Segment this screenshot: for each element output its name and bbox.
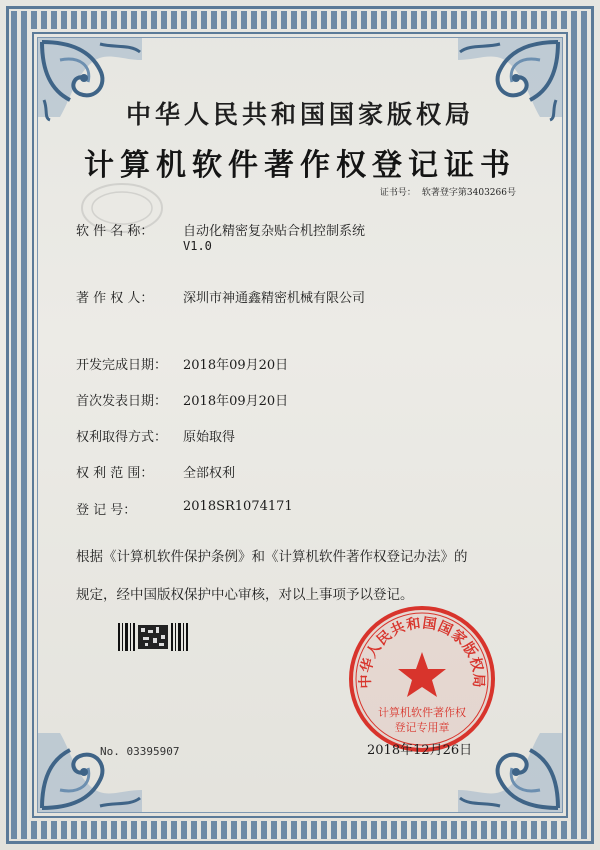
serial-number: No. 03395907 bbox=[100, 745, 180, 758]
field-label: 权利取得方式： bbox=[76, 430, 168, 445]
field-completion-date bbox=[76, 354, 289, 373]
field-value: 全部权利 bbox=[183, 466, 236, 481]
field-value: 2018年09月20日 bbox=[183, 358, 289, 373]
field-version: V1.0 bbox=[183, 239, 212, 253]
certificate-title: 计算机软件著作权登记证书 bbox=[84, 148, 516, 183]
field-registration-number bbox=[76, 499, 293, 518]
field-value: 2018SR1074171 bbox=[183, 499, 293, 514]
field-rights-scope bbox=[76, 462, 236, 481]
barcode-icon bbox=[118, 623, 190, 651]
statement-line-1: 根据《计算机软件保护条例》和《计算机软件著作权登记办法》的 bbox=[76, 549, 468, 565]
field-label: 软 件 名 称： bbox=[76, 224, 154, 239]
field-publication-date bbox=[76, 390, 289, 409]
field-label: 登 记 号： bbox=[76, 503, 137, 518]
statement-line-2: 规定，经中国版权保护中心审核，对以上事项予以登记。 bbox=[76, 587, 414, 603]
field-value: 深圳市神通鑫精密机械有限公司 bbox=[183, 291, 366, 306]
field-label: 首次发表日期： bbox=[76, 394, 168, 409]
seal-line-1: 计算机软件著作权 bbox=[378, 706, 466, 719]
seal-ring-text: 中华人民共和国国家版权局 bbox=[357, 615, 487, 689]
corner-ornament-bottom-left bbox=[30, 725, 150, 820]
issuing-authority: 中华人民共和国国家版权局 bbox=[125, 100, 474, 129]
field-copyright-owner bbox=[76, 287, 366, 306]
field-label: 权 利 范 围： bbox=[76, 466, 154, 481]
issue-date: 2018年12月26日 bbox=[367, 743, 473, 758]
field-acquisition-method bbox=[76, 426, 236, 445]
certificate-number bbox=[374, 185, 516, 198]
certificate-number-label: 证书号： bbox=[379, 188, 416, 198]
field-software-name bbox=[76, 220, 366, 253]
field-label: 著 作 权 人： bbox=[76, 291, 154, 306]
seal-line-2: 登记专用章 bbox=[394, 721, 450, 734]
certificate-number-value: 软著登字第3403266号 bbox=[421, 188, 516, 198]
field-label: 开发完成日期： bbox=[76, 358, 168, 373]
field-value: 2018年09月20日 bbox=[183, 394, 289, 409]
field-value: 自动化精密复杂贴合机控制系统 bbox=[183, 224, 366, 239]
field-value: 原始取得 bbox=[183, 430, 236, 445]
official-seal bbox=[347, 604, 497, 754]
